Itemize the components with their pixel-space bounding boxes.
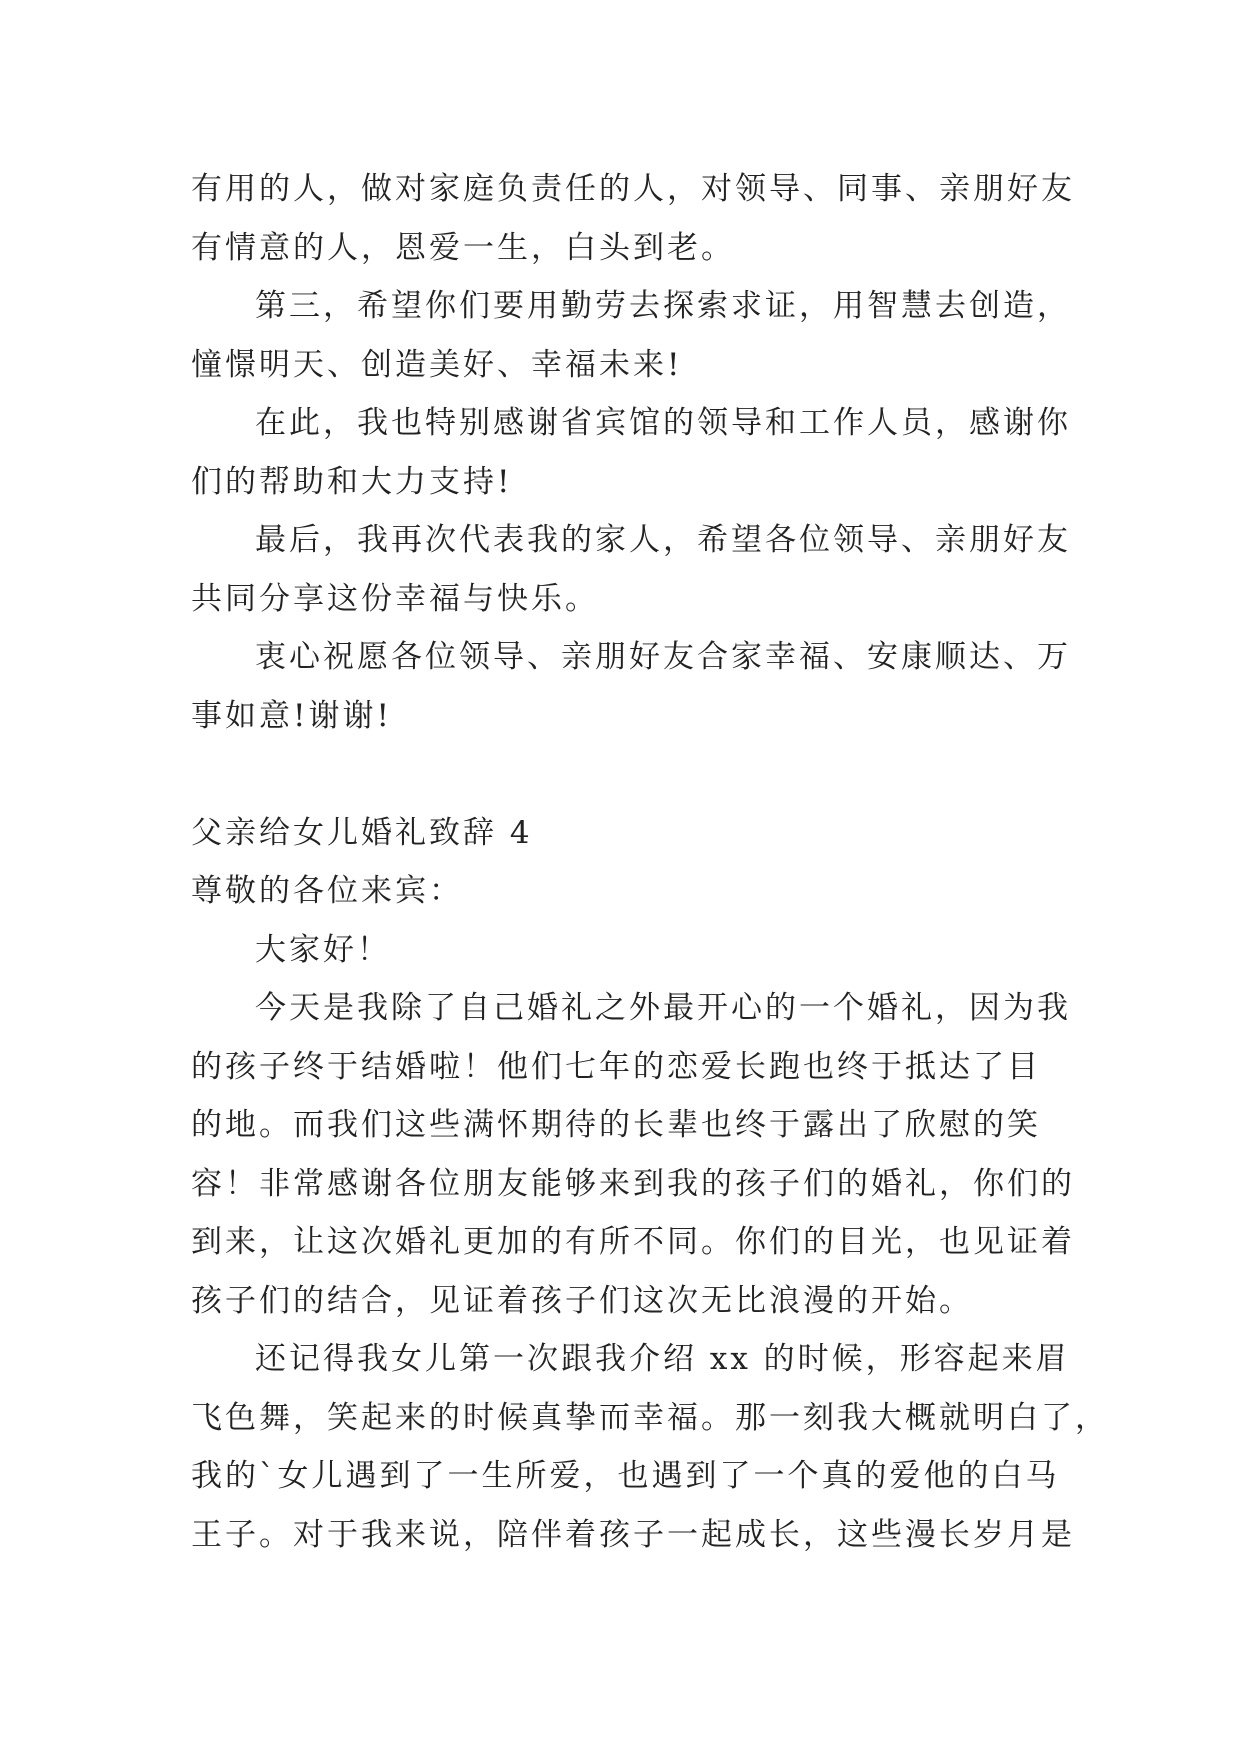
paragraph-line: 容！非常感谢各位朋友能够来到我的孩子们的婚礼，你们的 bbox=[191, 1165, 1075, 1202]
greeting: 大家好！ bbox=[255, 931, 391, 968]
paragraph-line: 飞色舞，笑起来的时候真挚而幸福。那一刻我大概就明白了， bbox=[191, 1399, 1109, 1436]
paragraph-line: 还记得我女儿第一次跟我介绍 xx 的时候，形容起来眉 bbox=[255, 1341, 1070, 1377]
paragraph-line: 憧憬明天、创造美好、幸福未来! bbox=[191, 346, 683, 383]
salutation: 尊敬的各位来宾： bbox=[191, 873, 463, 909]
paragraph-line: 共同分享这份幸福与快乐。 bbox=[191, 580, 599, 617]
paragraph-line: 的地。而我们这些满怀期待的长辈也终于露出了欣慰的笑 bbox=[191, 1107, 1041, 1143]
paragraph-line: 的孩子终于结婚啦！他们七年的恋爱长跑也终于抵达了目 bbox=[191, 1048, 1041, 1085]
blank-line bbox=[191, 745, 1071, 804]
paragraph-line: 最后，我再次代表我的家人，希望各位领导、亲朋好友 bbox=[255, 522, 1071, 558]
section-heading: 父亲给女儿婚礼致辞 4 bbox=[191, 814, 533, 851]
document-body bbox=[191, 160, 1109, 1564]
paragraph-line: 有用的人，做对家庭负责任的人，对领导、同事、亲朋好友 bbox=[191, 171, 1075, 207]
paragraph-line: 事如意!谢谢! bbox=[191, 697, 392, 734]
paragraph-line: 孩子们的结合，见证着孩子们这次无比浪漫的开始。 bbox=[191, 1282, 973, 1319]
paragraph-line: 王子。对于我来说，陪伴着孩子一起成长，这些漫长岁月是 bbox=[191, 1516, 1075, 1553]
paragraph-line: 有情意的人，恩爱一生，白头到老。 bbox=[191, 229, 735, 266]
paragraph-line: 们的帮助和大力支持! bbox=[191, 463, 513, 500]
paragraph-line: 衷心祝愿各位领导、亲朋好友合家幸福、安康顺达、万 bbox=[255, 639, 1071, 675]
paragraph-line: 第三，希望你们要用勤劳去探索求证，用智慧去创造， bbox=[255, 288, 1071, 324]
paragraph-line: 在此，我也特别感谢省宾馆的领导和工作人员，感谢你 bbox=[255, 405, 1071, 441]
paragraph-line: 到来，让这次婚礼更加的有所不同。你们的目光，也见证着 bbox=[191, 1224, 1075, 1260]
paragraph-line: 我的`女儿遇到了一生所爱，也遇到了一个真的爱他的白马 bbox=[191, 1458, 1060, 1494]
paragraph-line: 今天是我除了自己婚礼之外最开心的一个婚礼，因为我 bbox=[255, 990, 1071, 1026]
